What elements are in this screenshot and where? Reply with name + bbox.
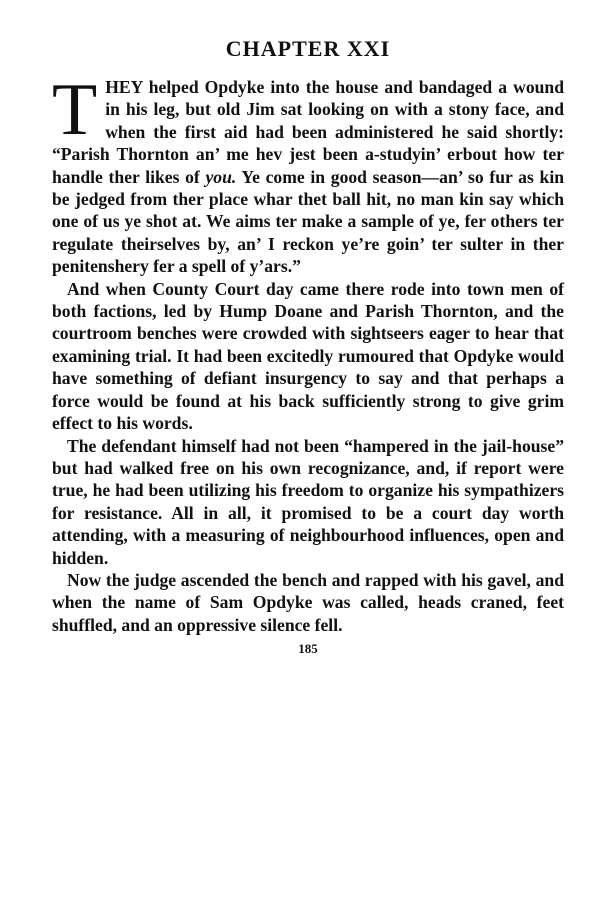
paragraph-4: Now the judge ascended the bench and rapped with his gavel, and when the name of Sam Opdyke was called, heads craned, feet shuffled, and an oppressive silence fell. xyxy=(52,569,564,635)
book-page xyxy=(52,34,564,658)
paragraph-1 xyxy=(52,69,564,278)
page-number: 185 xyxy=(298,641,318,657)
paragraph-1-emphasis: you. xyxy=(205,166,237,187)
paragraph-1-text-a: HEY helped Opdyke into the house and bandaged a wound in his leg, but old Jim sat looking on with a stony face, and when the first aid had been administered he said shortly: “Parish Thornton an’ me hev jest been a-studyin’ erbout how ter handle ther likes of xyxy=(52,77,564,187)
paragraph-1-text-b: Ye come in good season—an’ so fur as kin be jedged from ther place whar thet ball hit, no man kin say which one of us ye shot at. We aims ter make a sample of ye, fer others ter regulate theirselves by, an’ I reckon ye’re goin’ ter sulter in ther penitenshery fer a spell of y’ars.” xyxy=(52,166,564,277)
drop-cap: T xyxy=(52,69,98,151)
chapter-title: CHAPTER XXI xyxy=(225,36,391,61)
paragraph-2: And when County Court day came there rode into town men of both factions, led by Hump Doane and Parish Thornton, and the courtroom benches were crowded with sightseers eager to hear that examining trial. It had been excitedly rumoured that Opdyke would have something of defiant insurgency to say and that perhaps a force would be found at his back sufficiently strong to give grim effect to his words. xyxy=(52,278,564,434)
paragraph-3: The defendant himself had not been “hampered in the jail-house” but had walked free on his own recognizance, and, if report were true, he had been utilizing his freedom to organize his sympathizers for resistance. All in all, it promised to be a court day worth attending, with a measuring of neighbourhood influences, open and hidden. xyxy=(52,435,564,568)
